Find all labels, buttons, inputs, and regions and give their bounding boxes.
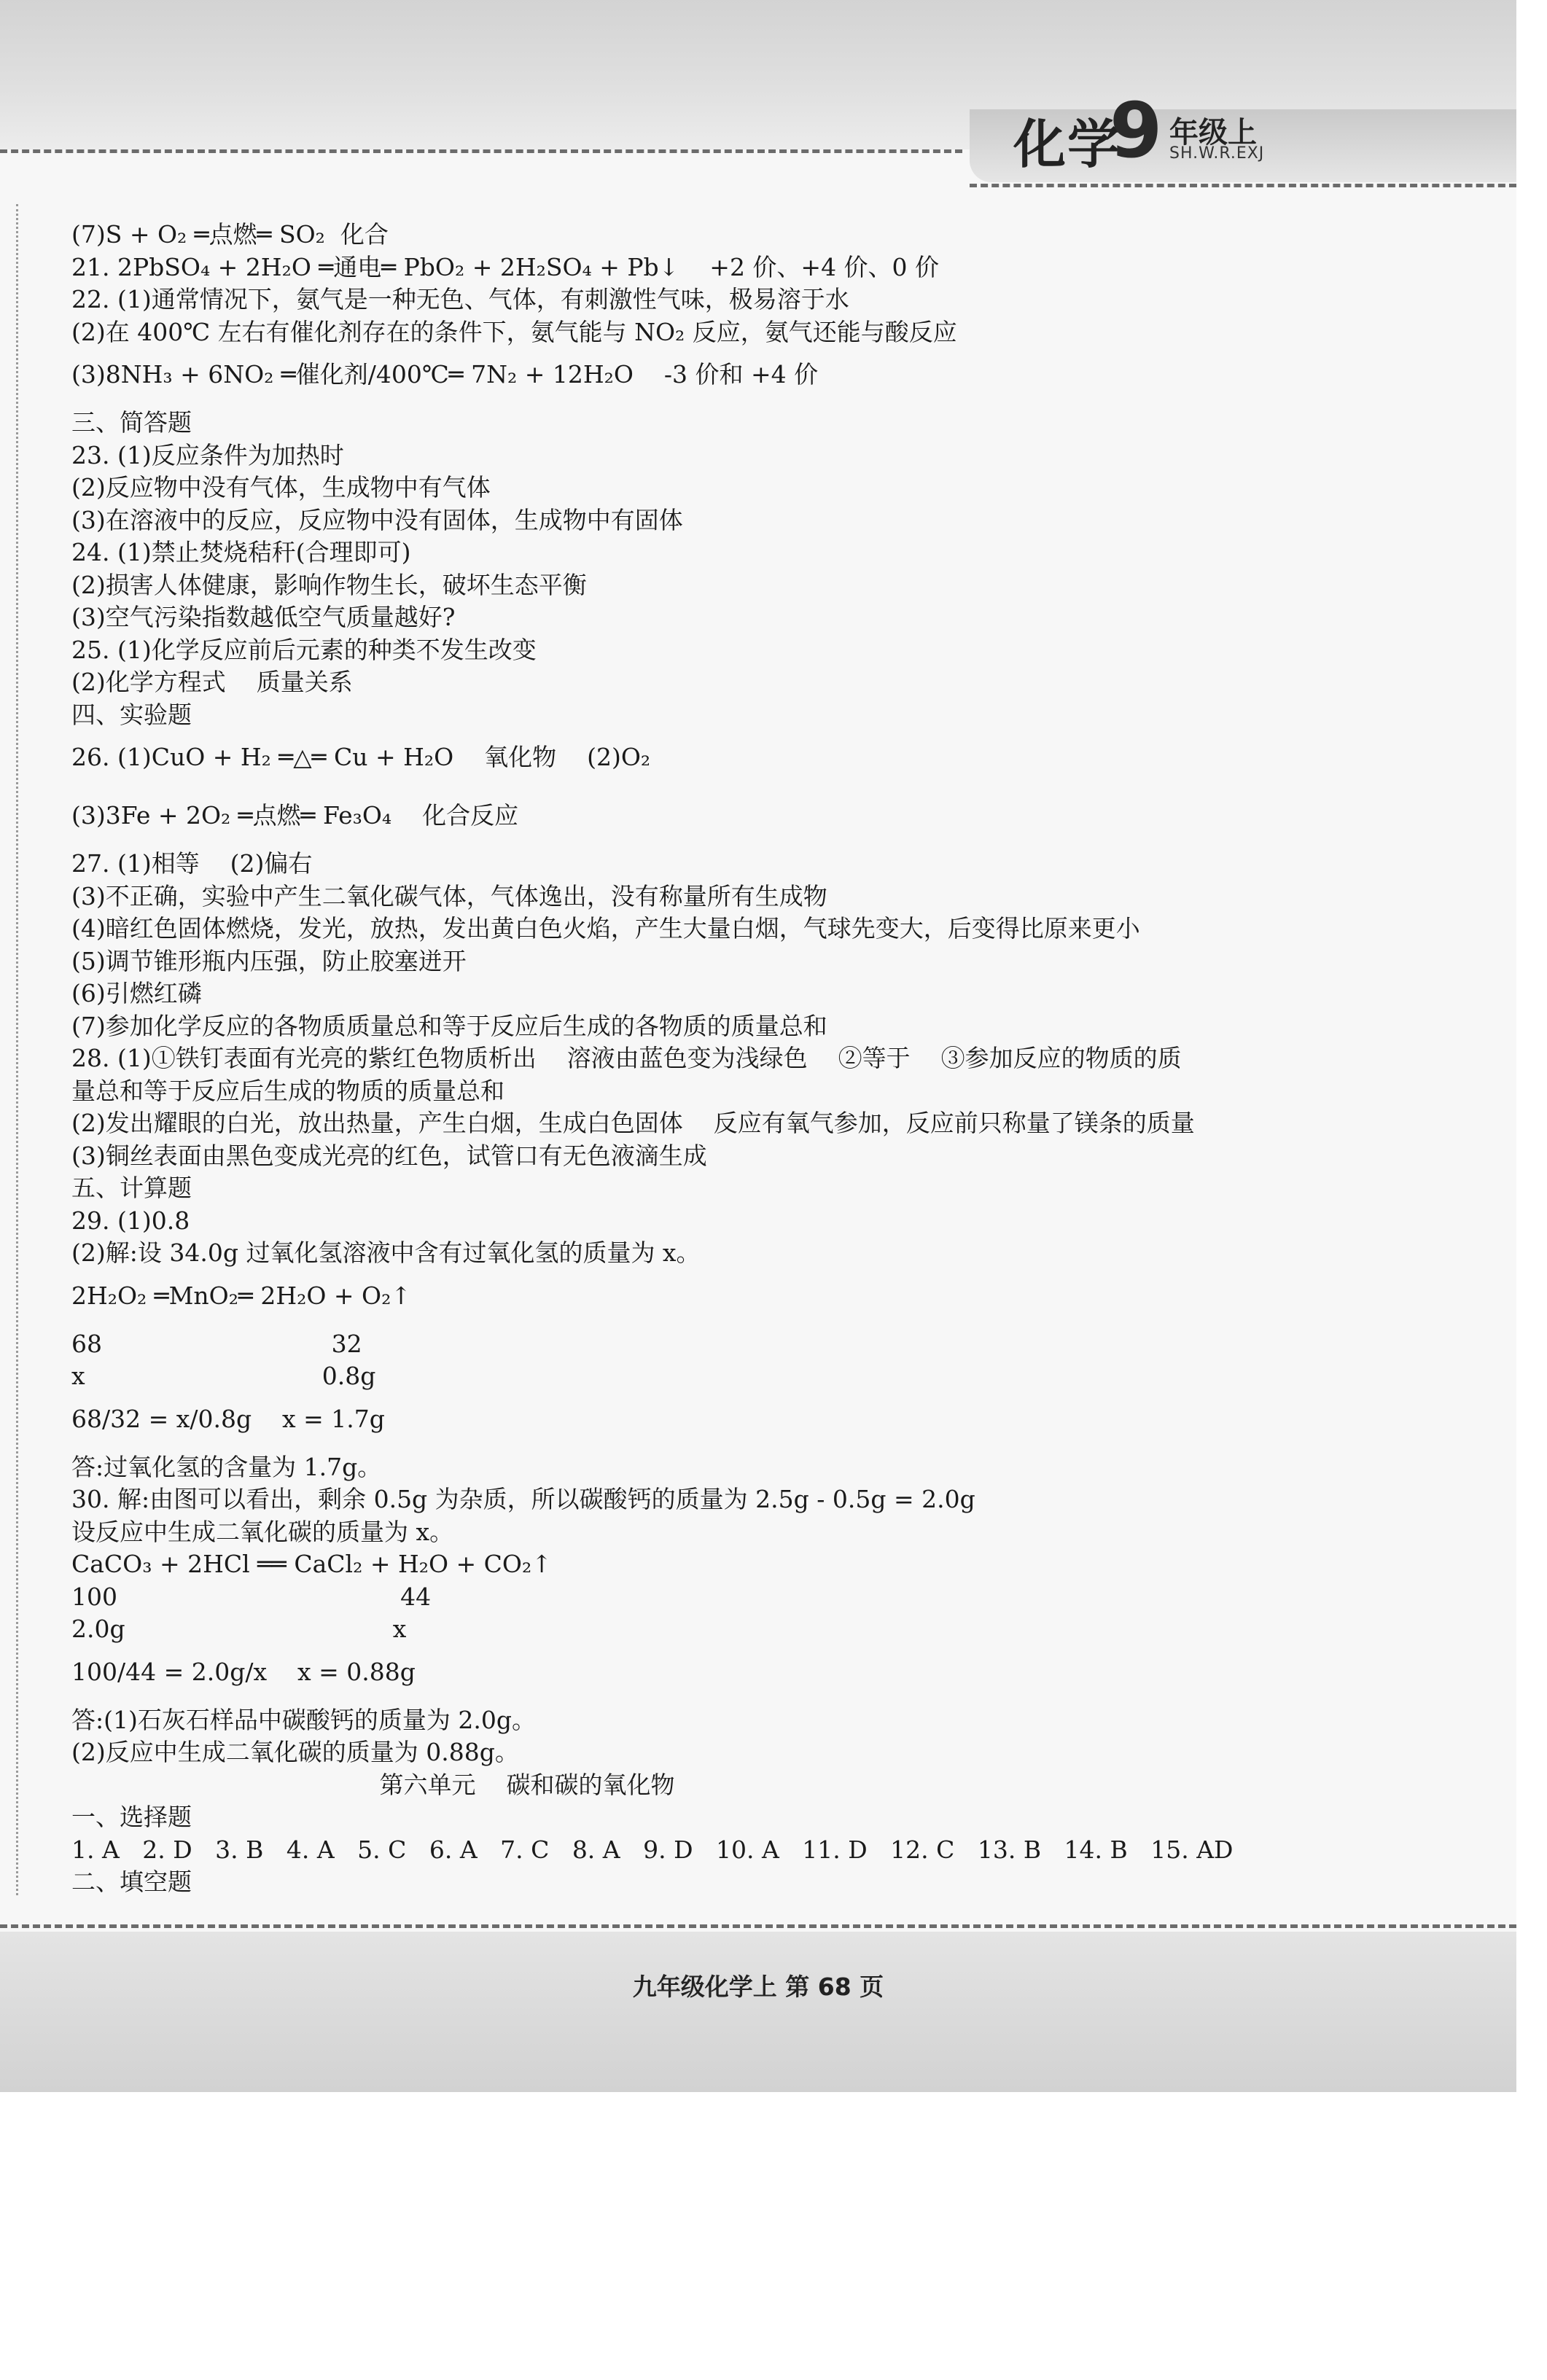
answer-line: 24. (1)禁止焚烧秸秆(合理即可) [71,538,411,566]
equation-ratio-line: 68 32 [71,1329,362,1358]
answer-line: (2)化学方程式 质量关系 [71,668,353,696]
section-heading: 三、简答题 [71,408,192,437]
answer-line: 答:过氧化氢的含量为 1.7g。 [71,1452,382,1481]
answer-line: 27. (1)相等 (2)偏右 [71,849,313,878]
answer-line: 量总和等于反应后生成的物质的质量总和 [71,1076,504,1105]
subject-title: 化学 [1013,114,1122,175]
equation-ratio-line: 100 44 [71,1582,432,1611]
header-divider [0,149,962,153]
answer-line: 1. A 2. D 3. B 4. A 5. C 6. A 7. C 8. A 9. D 10. A 11. D 12. C 13. B 14. B 15. AD [71,1835,1234,1864]
answer-line: (3)不正确，实验中产生二氧化碳气体，气体逸出，没有称量所有生成物 [71,881,827,910]
answer-line: 23. (1)反应条件为加热时 [71,440,344,469]
section-heading: 五、计算题 [71,1174,192,1202]
answer-line: (3)铜丝表面由黑色变成光亮的红色，试管口有无色液滴生成 [71,1141,707,1170]
answer-line: (2)反应物中没有气体，生成物中有气体 [71,473,491,502]
answer-line: (6)引燃红磷 [71,979,202,1007]
answer-line: 22. (1)通常情况下，氨气是一种无色、气体，有刺激性气味，极易溶于水 [71,285,849,313]
answer-line: (2)发出耀眼的白光，放出热量，产生白烟，生成白色固体 反应有氧气参加，反应前只称量了镁条的质量 [71,1109,1195,1137]
answer-line: (3)在溶液中的反应，反应物中没有固体，生成物中有固体 [71,505,683,534]
grade-label: 年级上 [1169,116,1257,149]
unit-title: 第六单元 碳和碳的氧化物 [379,1770,675,1799]
header-divider-right [970,184,1516,187]
answer-line: (2)损害人体健康，影响作物生长，破坏生态平衡 [71,570,587,599]
answer-line: 26. (1)CuO + H₂ ═△═ Cu + H₂O 氧化物 (2)O₂ [71,743,651,771]
answer-line: (2)在 400℃ 左右有催化剂存在的条件下，氨气能与 NO₂ 反应，氨气还能与酸反应 [71,317,957,346]
answer-line: (3)空气污染指数越低空气质量越好? [71,603,456,631]
answer-line: (7)参加化学反应的各物质质量总和等于反应后生成的各物质的质量总和 [71,1011,827,1040]
answer-line: 21. 2PbSO₄ + 2H₂O ═通电═ PbO₂ + 2H₂SO₄ + Pb↓ +2 价、+4 价、0 价 [71,252,940,281]
grade-number: 9 [1110,86,1163,175]
section-heading: 二、填空题 [71,1868,192,1896]
equation-ratio-line: x 0.8g [71,1362,376,1390]
answer-line: (4)暗红色固体燃烧，发光，放热，发出黄白色火焰，产生大量白烟，气球先变大，后变得比原来更小 [71,914,1140,943]
footer-divider [0,1924,1516,1928]
section-heading: 四、实验题 [71,700,192,729]
answer-line: (7)S + O₂ ═点燃═ SO₂ 化合 [71,220,389,249]
series-code: SH.W.R.EXJ [1169,144,1265,163]
answer-line: (2)反应中生成二氧化碳的质量为 0.88g。 [71,1738,519,1766]
page-footer: 九年级化学上 第 68 页 [632,1973,884,2001]
equation-line: CaCO₃ + 2HCl ══ CaCl₂ + H₂O + CO₂↑ [71,1550,552,1578]
answer-content [71,219,1457,1899]
answer-line: 答:(1)石灰石样品中碳酸钙的质量为 2.0g。 [71,1705,536,1734]
binding-margin-rule [16,204,21,1895]
proportion-line: 68/32 = x/0.8g x = 1.7g [71,1404,385,1433]
equation-ratio-line: 2.0g x [71,1615,407,1643]
answer-line: 25. (1)化学反应前后元素的种类不发生改变 [71,635,537,664]
answer-line: (5)调节锥形瓶内压强，防止胶塞迸开 [71,946,467,975]
answer-line: 设反应中生成二氧化碳的质量为 x。 [71,1517,454,1546]
section-heading: 一、选择题 [71,1803,192,1831]
answer-line: (3)8NH₃ + 6NO₂ ═催化剂/400℃═ 7N₂ + 12H₂O -3 价和 +4 价 [71,360,819,389]
footer-band [0,1932,1516,2092]
answer-line: (2)解:设 34.0g 过氧化氢溶液中含有过氧化氢的质量为 x。 [71,1238,701,1267]
answer-line: (3)3Fe + 2O₂ ═点燃═ Fe₃O₄ 化合反应 [71,801,519,830]
answer-line: 29. (1)0.8 [71,1206,190,1235]
answer-line: 30. 解:由图可以看出，剩余 0.5g 为杂质，所以碳酸钙的质量为 2.5g - 0.5g = 2.0g [71,1485,975,1513]
answer-line: 28. (1)①铁钉表面有光亮的紫红色物质析出 溶液由蓝色变为浅绿色 ②等于 ③参加反应的物质的质 [71,1044,1182,1072]
equation-line: 2H₂O₂ ═MnO₂═ 2H₂O + O₂↑ [71,1281,411,1310]
proportion-line: 100/44 = 2.0g/x x = 0.88g [71,1657,416,1686]
